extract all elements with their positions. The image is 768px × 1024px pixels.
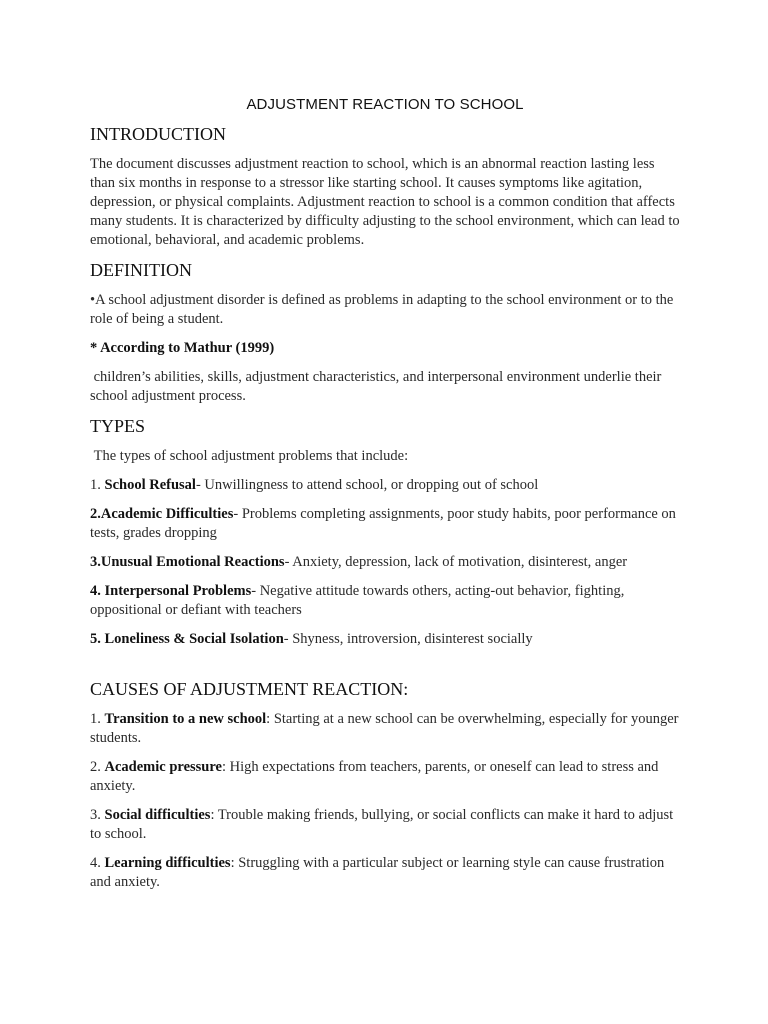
section-spacer bbox=[90, 659, 680, 679]
item-term: Academic pressure bbox=[104, 759, 222, 775]
item-term: Transition to a new school bbox=[104, 711, 267, 727]
item-term: 4. Interpersonal Problems bbox=[90, 583, 252, 599]
item-term: Social difficulties bbox=[104, 807, 211, 823]
item-number: 2. bbox=[90, 759, 105, 775]
definition-citation bbox=[90, 339, 680, 358]
cause-item bbox=[90, 758, 680, 796]
cause-item bbox=[90, 806, 680, 844]
introduction-heading: INTRODUCTION bbox=[90, 124, 226, 144]
document-title: ADJUSTMENT REACTION TO SCHOOL bbox=[246, 96, 524, 113]
item-term: 5. Loneliness & Social Isolation bbox=[90, 631, 284, 647]
item-term: 2.Academic Difficulties bbox=[90, 506, 234, 522]
citation-label: * According to Mathur (1999) bbox=[90, 340, 275, 356]
item-description: : Starting at a new school can be overwhelming, especially for younger students. bbox=[90, 711, 679, 746]
introduction-text: The document discusses adjustment reaction to school, which is an abnormal reaction lasting less than six months in response to a stressor like starting school. It causes symptoms like agitation, depression, or physical complaints. Adjustment reaction to school is a common condition that affects many students. It is characterized by difficulty adjusting to the school environment, which can lead to emotional, behavioral, and academic problems. bbox=[90, 156, 680, 248]
cause-item bbox=[90, 854, 680, 892]
item-number: 3. bbox=[90, 807, 105, 823]
item-description: - Anxiety, depression, lack of motivation, disinterest, anger bbox=[284, 554, 628, 570]
item-description: - Negative attitude towards others, acting-out behavior, fighting, oppositional or defiant with teachers bbox=[90, 583, 625, 618]
item-number: 4. bbox=[90, 855, 105, 871]
causes-heading: CAUSES OF ADJUSTMENT REACTION: bbox=[90, 679, 409, 699]
definition-quote: children’s abilities, skills, adjustment characteristics, and interpersonal environment underlie their school adjustment process. bbox=[90, 369, 666, 404]
item-description: : High expectations from teachers, parents, or oneself can lead to stress and anxiety. bbox=[90, 759, 659, 794]
item-number: 1. bbox=[90, 711, 105, 727]
type-item bbox=[90, 582, 680, 620]
item-description: - Unwillingness to attend school, or dropping out of school bbox=[195, 477, 539, 493]
item-term: Learning difficulties bbox=[104, 855, 231, 871]
item-description: - Shyness, introversion, disinterest socially bbox=[283, 631, 533, 647]
type-item bbox=[90, 505, 680, 543]
types-intro: The types of school adjustment problems that include: bbox=[90, 448, 409, 464]
type-item bbox=[90, 476, 680, 495]
cause-item bbox=[90, 710, 680, 748]
document-body bbox=[90, 96, 680, 902]
item-description: : Struggling with a particular subject or learning style can cause frustration and anxiety. bbox=[90, 855, 665, 890]
item-number: 1. bbox=[90, 477, 105, 493]
type-item bbox=[90, 553, 680, 572]
item-description: : Trouble making friends, bullying, or social conflicts can make it hard to adjust to school. bbox=[90, 807, 674, 842]
item-term: School Refusal bbox=[104, 477, 196, 493]
types-heading: TYPES bbox=[90, 416, 146, 436]
definition-text: •A school adjustment disorder is defined as problems in adapting to the school environment or to the role of being a student. bbox=[90, 292, 674, 327]
item-term: 3.Unusual Emotional Reactions bbox=[90, 554, 285, 570]
definition-heading: DEFINITION bbox=[90, 260, 192, 280]
type-item bbox=[90, 630, 680, 649]
item-description: - Problems completing assignments, poor study habits, poor performance on tests, grades dropping bbox=[90, 506, 676, 541]
